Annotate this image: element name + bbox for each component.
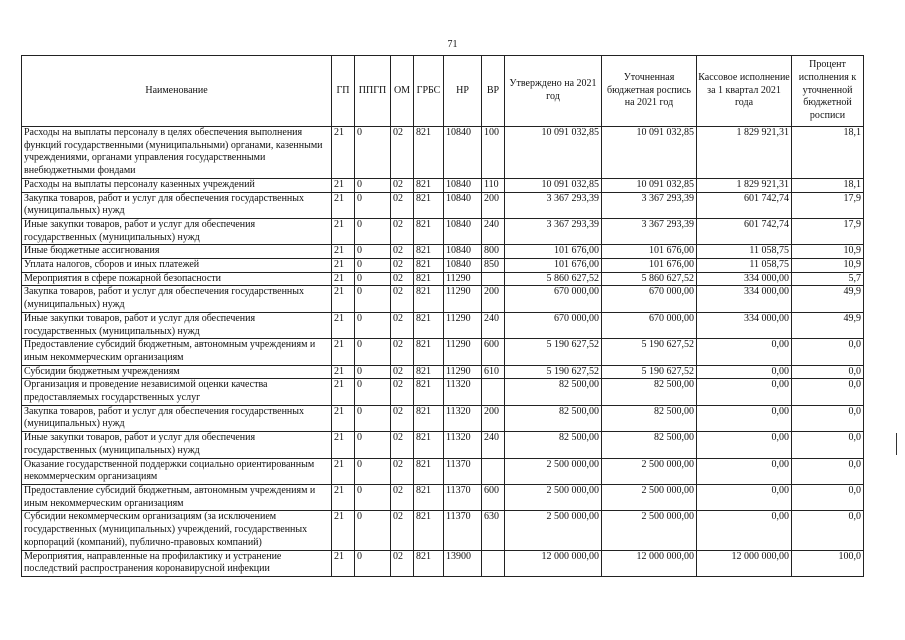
cell-grbs: 821	[414, 379, 444, 405]
cell-gp: 21	[332, 218, 355, 244]
cell-approved: 5 860 627,52	[505, 272, 602, 286]
cell-grbs: 821	[414, 405, 444, 431]
cell-cash: 601 742,74	[697, 192, 792, 218]
cell-gp: 21	[332, 245, 355, 259]
cell-percent: 10,9	[792, 245, 864, 259]
cell-vr: 600	[482, 484, 505, 510]
cell-approved: 3 367 293,39	[505, 192, 602, 218]
cell-nr: 11370	[444, 511, 482, 550]
cell-grbs: 821	[414, 484, 444, 510]
cell-name: Субсидии бюджетным учреждениям	[22, 365, 332, 379]
cell-gp: 21	[332, 458, 355, 484]
cell-om: 02	[391, 127, 414, 179]
cell-om: 02	[391, 432, 414, 458]
table-row	[22, 511, 864, 550]
cell-name: Расходы на выплаты персоналу в целях обеспечения выполнения функций государственными (муниципальными) органами, казенными учреждениями, органами управления государственными внебюджетными фондами	[22, 127, 332, 179]
cell-percent: 0,0	[792, 365, 864, 379]
cell-om: 02	[391, 339, 414, 365]
cell-om: 02	[391, 484, 414, 510]
cell-vr: 110	[482, 178, 505, 192]
table-row	[22, 365, 864, 379]
cell-grbs: 821	[414, 339, 444, 365]
cell-ppgp: 0	[355, 178, 391, 192]
cell-gp: 21	[332, 365, 355, 379]
cell-percent: 49,9	[792, 286, 864, 312]
cell-vr	[482, 458, 505, 484]
cell-name: Закупка товаров, работ и услуг для обеспечения государственных (муниципальных) нужд	[22, 405, 332, 431]
table-row	[22, 405, 864, 431]
cell-om: 02	[391, 245, 414, 259]
table-row	[22, 458, 864, 484]
cell-refined: 2 500 000,00	[602, 484, 697, 510]
cell-nr: 10840	[444, 218, 482, 244]
cell-vr: 200	[482, 286, 505, 312]
cell-refined: 82 500,00	[602, 432, 697, 458]
cell-cash: 0,00	[697, 339, 792, 365]
cell-refined: 670 000,00	[602, 286, 697, 312]
cell-om: 02	[391, 379, 414, 405]
cell-percent: 49,9	[792, 312, 864, 338]
cell-om: 02	[391, 365, 414, 379]
cell-approved: 82 500,00	[505, 432, 602, 458]
cell-cash: 334 000,00	[697, 312, 792, 338]
cell-refined: 12 000 000,00	[602, 550, 697, 576]
cell-vr: 630	[482, 511, 505, 550]
cell-om: 02	[391, 178, 414, 192]
cell-name: Закупка товаров, работ и услуг для обеспечения государственных (муниципальных) нужд	[22, 192, 332, 218]
cell-grbs: 821	[414, 178, 444, 192]
cell-nr: 11290	[444, 272, 482, 286]
cell-refined: 101 676,00	[602, 259, 697, 273]
cell-cash: 0,00	[697, 379, 792, 405]
cell-refined: 670 000,00	[602, 312, 697, 338]
cell-ppgp: 0	[355, 127, 391, 179]
cell-ppgp: 0	[355, 259, 391, 273]
cell-nr: 11320	[444, 379, 482, 405]
table-row	[22, 286, 864, 312]
cell-percent: 17,9	[792, 192, 864, 218]
cell-nr: 11290	[444, 339, 482, 365]
cell-gp: 21	[332, 405, 355, 431]
cell-ppgp: 0	[355, 339, 391, 365]
cell-name: Иные бюджетные ассигнования	[22, 245, 332, 259]
cell-gp: 21	[332, 550, 355, 576]
cell-gp: 21	[332, 272, 355, 286]
cell-name: Расходы на выплаты персоналу казенных учреждений	[22, 178, 332, 192]
cell-cash: 11 058,75	[697, 259, 792, 273]
cell-gp: 21	[332, 339, 355, 365]
cell-percent: 18,1	[792, 178, 864, 192]
cell-percent: 0,0	[792, 484, 864, 510]
header-om: ОМ	[391, 56, 414, 127]
cell-approved: 82 500,00	[505, 379, 602, 405]
page-number: 71	[447, 39, 458, 50]
cell-name: Закупка товаров, работ и услуг для обеспечения государственных (муниципальных) нужд	[22, 286, 332, 312]
cell-nr: 10840	[444, 245, 482, 259]
cell-refined: 101 676,00	[602, 245, 697, 259]
cell-ppgp: 0	[355, 432, 391, 458]
header-row	[22, 56, 864, 127]
cell-percent: 0,0	[792, 339, 864, 365]
cell-gp: 21	[332, 312, 355, 338]
cell-name: Организация и проведение независимой оценки качества предоставляемых государственных услуг	[22, 379, 332, 405]
header-percent: Процент исполнения к уточненной бюджетной росписи	[792, 56, 864, 127]
cell-approved: 670 000,00	[505, 312, 602, 338]
cell-vr	[482, 272, 505, 286]
cell-approved: 670 000,00	[505, 286, 602, 312]
cell-percent: 0,0	[792, 405, 864, 431]
cell-ppgp: 0	[355, 550, 391, 576]
cell-approved: 2 500 000,00	[505, 511, 602, 550]
cell-percent: 10,9	[792, 259, 864, 273]
header-approved: Утверждено на 2021 год	[505, 56, 602, 127]
cell-refined: 2 500 000,00	[602, 458, 697, 484]
cell-gp: 21	[332, 484, 355, 510]
table-row	[22, 192, 864, 218]
cell-om: 02	[391, 272, 414, 286]
cell-refined: 5 190 627,52	[602, 339, 697, 365]
cell-grbs: 821	[414, 365, 444, 379]
table-row	[22, 259, 864, 273]
cell-approved: 82 500,00	[505, 405, 602, 431]
cell-cash: 0,00	[697, 405, 792, 431]
cell-name: Иные закупки товаров, работ и услуг для обеспечения государственных (муниципальных) нужд	[22, 432, 332, 458]
table-row	[22, 245, 864, 259]
cell-vr: 240	[482, 432, 505, 458]
budget-table	[21, 55, 864, 577]
header-name: Наименование	[22, 56, 332, 127]
cell-nr: 11370	[444, 458, 482, 484]
cell-cash: 0,00	[697, 511, 792, 550]
cell-refined: 82 500,00	[602, 379, 697, 405]
cell-gp: 21	[332, 178, 355, 192]
cell-name: Предоставление субсидий бюджетным, автономным учреждениям и иным некоммерческим организациям	[22, 339, 332, 365]
cell-percent: 17,9	[792, 218, 864, 244]
cell-grbs: 821	[414, 245, 444, 259]
cell-cash: 1 829 921,31	[697, 127, 792, 179]
cell-approved: 2 500 000,00	[505, 458, 602, 484]
cell-vr: 600	[482, 339, 505, 365]
header-vr: ВР	[482, 56, 505, 127]
cell-grbs: 821	[414, 458, 444, 484]
cell-vr: 200	[482, 405, 505, 431]
cell-approved: 10 091 032,85	[505, 178, 602, 192]
cell-grbs: 821	[414, 550, 444, 576]
cell-om: 02	[391, 405, 414, 431]
cell-ppgp: 0	[355, 272, 391, 286]
cell-name: Оказание государственной поддержки социально ориентированным некоммерческим организациям	[22, 458, 332, 484]
cell-grbs: 821	[414, 511, 444, 550]
cell-refined: 3 367 293,39	[602, 218, 697, 244]
table-row	[22, 178, 864, 192]
cell-grbs: 821	[414, 192, 444, 218]
cell-cash: 0,00	[697, 458, 792, 484]
cell-vr: 850	[482, 259, 505, 273]
cell-gp: 21	[332, 259, 355, 273]
cell-ppgp: 0	[355, 511, 391, 550]
cell-name: Предоставление субсидий бюджетным, автономным учреждениям и иным некоммерческим организациям	[22, 484, 332, 510]
cell-ppgp: 0	[355, 379, 391, 405]
cell-name: Субсидии некоммерческим организациям (за исключением государственных (муниципальных) учреждений, государственных корпораций (компаний), публично-правовых компаний)	[22, 511, 332, 550]
cell-ppgp: 0	[355, 218, 391, 244]
cell-ppgp: 0	[355, 365, 391, 379]
table-row	[22, 312, 864, 338]
cell-refined: 82 500,00	[602, 405, 697, 431]
header-refined: Уточненная бюджетная роспись на 2021 год	[602, 56, 697, 127]
cell-gp: 21	[332, 379, 355, 405]
cell-nr: 11290	[444, 312, 482, 338]
table-row	[22, 127, 864, 179]
table-body	[22, 127, 864, 577]
cell-approved: 2 500 000,00	[505, 484, 602, 510]
table-row	[22, 339, 864, 365]
cell-vr: 200	[482, 192, 505, 218]
cell-gp: 21	[332, 286, 355, 312]
header-nr: НР	[444, 56, 482, 127]
cell-percent: 18,1	[792, 127, 864, 179]
cell-om: 02	[391, 550, 414, 576]
cell-om: 02	[391, 286, 414, 312]
cell-om: 02	[391, 192, 414, 218]
cell-nr: 10840	[444, 192, 482, 218]
cell-gp: 21	[332, 127, 355, 179]
cell-approved: 3 367 293,39	[505, 218, 602, 244]
cell-vr: 240	[482, 312, 505, 338]
cell-vr: 100	[482, 127, 505, 179]
cell-nr: 13900	[444, 550, 482, 576]
cell-ppgp: 0	[355, 286, 391, 312]
cell-name: Мероприятия, направленные на профилактику и устранение последствий распространения коронавирусной инфекции	[22, 550, 332, 576]
cell-refined: 2 500 000,00	[602, 511, 697, 550]
cell-cash: 601 742,74	[697, 218, 792, 244]
cell-ppgp: 0	[355, 312, 391, 338]
cell-ppgp: 0	[355, 405, 391, 431]
cell-nr: 11320	[444, 432, 482, 458]
cell-name: Уплата налогов, сборов и иных платежей	[22, 259, 332, 273]
header-ppgp: ППГП	[355, 56, 391, 127]
cell-om: 02	[391, 511, 414, 550]
cell-percent: 0,0	[792, 432, 864, 458]
cell-refined: 5 190 627,52	[602, 365, 697, 379]
cell-nr: 10840	[444, 259, 482, 273]
header-cash: Кассовое исполнение за 1 квартал 2021 года	[697, 56, 792, 127]
cell-vr: 240	[482, 218, 505, 244]
cell-gp: 21	[332, 432, 355, 458]
cell-cash: 0,00	[697, 432, 792, 458]
cell-vr: 610	[482, 365, 505, 379]
cell-cash: 334 000,00	[697, 286, 792, 312]
table-row	[22, 432, 864, 458]
cell-cash: 12 000 000,00	[697, 550, 792, 576]
cell-grbs: 821	[414, 432, 444, 458]
cell-nr: 11370	[444, 484, 482, 510]
cell-gp: 21	[332, 511, 355, 550]
table-row	[22, 218, 864, 244]
cell-nr: 11290	[444, 286, 482, 312]
cell-approved: 101 676,00	[505, 259, 602, 273]
cell-nr: 10840	[444, 127, 482, 179]
cell-gp: 21	[332, 192, 355, 218]
cell-nr: 10840	[444, 178, 482, 192]
cell-percent: 0,0	[792, 511, 864, 550]
cell-percent: 100,0	[792, 550, 864, 576]
cell-name: Иные закупки товаров, работ и услуг для обеспечения государственных (муниципальных) нужд	[22, 312, 332, 338]
cell-grbs: 821	[414, 272, 444, 286]
cell-ppgp: 0	[355, 484, 391, 510]
cell-approved: 10 091 032,85	[505, 127, 602, 179]
cell-ppgp: 0	[355, 458, 391, 484]
cell-vr	[482, 379, 505, 405]
cell-om: 02	[391, 218, 414, 244]
cell-approved: 5 190 627,52	[505, 339, 602, 365]
cell-refined: 10 091 032,85	[602, 178, 697, 192]
cell-approved: 5 190 627,52	[505, 365, 602, 379]
cell-percent: 5,7	[792, 272, 864, 286]
cell-percent: 0,0	[792, 458, 864, 484]
cell-vr: 800	[482, 245, 505, 259]
cell-om: 02	[391, 458, 414, 484]
cell-cash: 0,00	[697, 365, 792, 379]
cell-approved: 12 000 000,00	[505, 550, 602, 576]
cell-cash: 334 000,00	[697, 272, 792, 286]
cell-percent: 0,0	[792, 379, 864, 405]
cell-refined: 10 091 032,85	[602, 127, 697, 179]
cell-ppgp: 0	[355, 245, 391, 259]
cell-approved: 101 676,00	[505, 245, 602, 259]
table-row	[22, 379, 864, 405]
cell-om: 02	[391, 312, 414, 338]
table-row	[22, 550, 864, 576]
cell-grbs: 821	[414, 127, 444, 179]
cell-nr: 11320	[444, 405, 482, 431]
cell-name: Иные закупки товаров, работ и услуг для обеспечения государственных (муниципальных) нужд	[22, 218, 332, 244]
cell-vr	[482, 550, 505, 576]
cell-om: 02	[391, 259, 414, 273]
cell-ppgp: 0	[355, 192, 391, 218]
cell-name: Мероприятия в сфере пожарной безопасности	[22, 272, 332, 286]
cell-grbs: 821	[414, 312, 444, 338]
cell-grbs: 821	[414, 218, 444, 244]
cell-refined: 3 367 293,39	[602, 192, 697, 218]
cell-cash: 11 058,75	[697, 245, 792, 259]
edge-mark	[896, 433, 897, 455]
cell-cash: 0,00	[697, 484, 792, 510]
cell-grbs: 821	[414, 286, 444, 312]
cell-grbs: 821	[414, 259, 444, 273]
cell-nr: 11290	[444, 365, 482, 379]
cell-cash: 1 829 921,31	[697, 178, 792, 192]
table-row	[22, 484, 864, 510]
header-gp: ГП	[332, 56, 355, 127]
header-grbs: ГРБС	[414, 56, 444, 127]
cell-refined: 5 860 627,52	[602, 272, 697, 286]
table-row	[22, 272, 864, 286]
